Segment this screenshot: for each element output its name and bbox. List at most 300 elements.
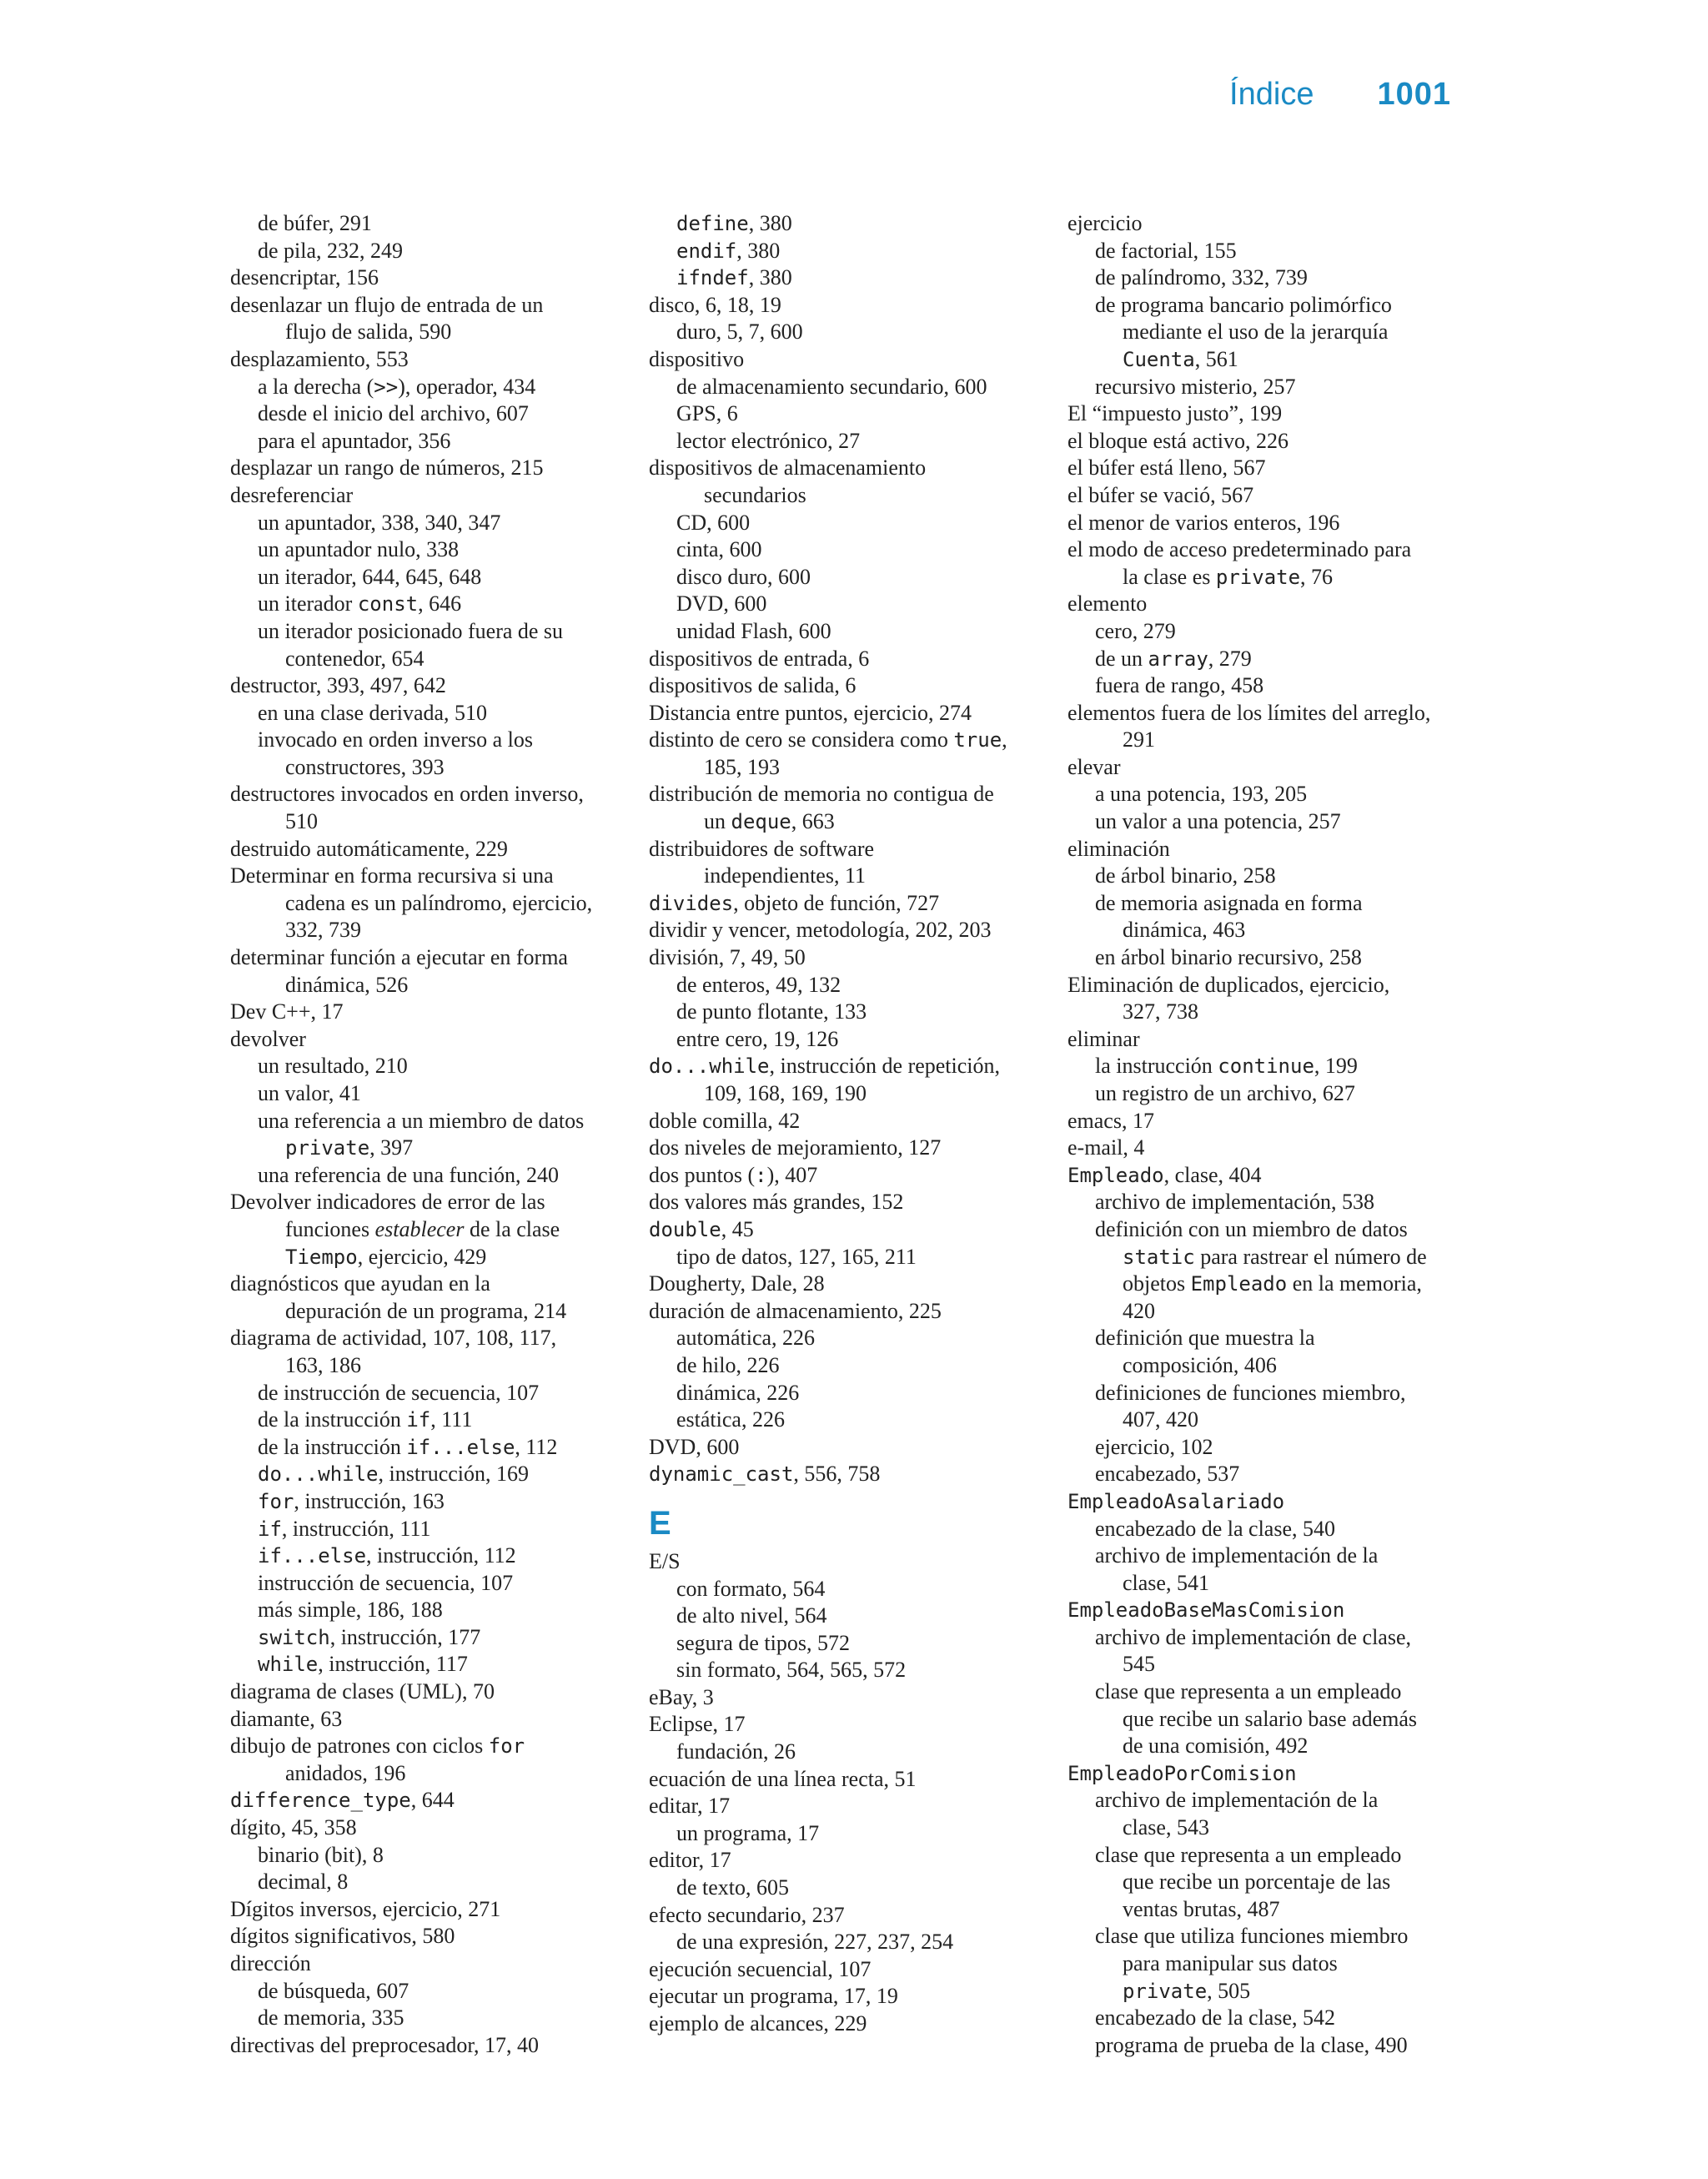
index-entry: [649, 781, 1057, 808]
entry-text: ejecución secuencial, 107: [649, 1956, 872, 1981]
index-entry: [1068, 1733, 1476, 1760]
index-entry: [1068, 1434, 1476, 1462]
code-term: Tiempo: [285, 1245, 358, 1269]
entry-text: Eliminación de duplicados, ejercicio,: [1068, 972, 1390, 997]
index-entry: [230, 1814, 639, 1842]
index-entry: [1068, 727, 1476, 754]
index-entry: [1068, 1842, 1476, 1870]
index-entry: [230, 1896, 639, 1924]
entry-text: cadena es un palíndromo, ejercicio,: [285, 890, 593, 915]
entry-text: el búfer se vació, 567: [1068, 482, 1254, 507]
entry-text: de factorial, 155: [1095, 238, 1237, 263]
entry-text: de texto, 605: [676, 1875, 790, 1900]
entry-text: desenlazar un flujo de entrada de un: [230, 292, 544, 317]
index-entry: [1068, 1950, 1476, 1978]
entry-text: , 111: [430, 1407, 473, 1432]
entry-text: eliminación: [1068, 836, 1170, 861]
entry-text: para el apuntador, 356: [258, 428, 451, 453]
index-entry: [1068, 672, 1476, 700]
entry-text: , 505: [1207, 1978, 1251, 2003]
entry-text: , 380: [748, 211, 792, 235]
index-entry: [230, 455, 639, 482]
index-entry: [649, 1434, 1057, 1462]
code-term: do...while: [649, 1054, 770, 1079]
entry-text: de pila, 232, 249: [258, 238, 404, 263]
entry-text: un valor a una potencia, 257: [1095, 809, 1341, 834]
entry-text: dibujo de patrones con ciclos: [230, 1734, 489, 1759]
index-entry: [649, 1983, 1057, 2010]
entry-text: de alto nivel, 564: [676, 1603, 827, 1628]
entry-text: un iterador, 644, 645, 648: [258, 564, 482, 589]
entry-text: un programa, 17: [676, 1820, 820, 1845]
entry-text: Eclipse, 17: [649, 1712, 746, 1737]
index-entry: [230, 2005, 639, 2032]
entry-text: dispositivos de entrada, 6: [649, 646, 870, 671]
index-entry: [1068, 1244, 1476, 1271]
index-entry: [649, 238, 1057, 265]
index-entry: [649, 1929, 1057, 1956]
code-term: while: [258, 1653, 319, 1677]
index-entry: [1068, 1597, 1476, 1624]
index-entry: [649, 264, 1057, 292]
code-term: continue: [1218, 1054, 1314, 1079]
entry-text: , 199: [1314, 1054, 1358, 1079]
code-term: switch: [258, 1625, 330, 1649]
entry-text: ejemplo de alcances, 229: [649, 2011, 867, 2036]
entry-text: segura de tipos, 572: [676, 1630, 850, 1655]
index-entry: [649, 292, 1057, 320]
code-term: define: [676, 212, 749, 235]
entry-text: determinar función a ejecutar en forma: [230, 945, 568, 970]
index-entry: [649, 646, 1057, 673]
index-entry: [230, 1352, 639, 1380]
code-term: difference_type: [230, 1789, 411, 1813]
entry-text: Distancia entre puntos, ejercicio, 274: [649, 700, 972, 725]
index-entry: [230, 1461, 639, 1488]
entry-text: , instrucción, 177: [329, 1624, 481, 1649]
index-entry: [1068, 591, 1476, 618]
entry-text: decimal, 8: [258, 1870, 349, 1895]
entry-text: dígito, 45, 358: [230, 1815, 357, 1840]
index-entry: [1068, 700, 1476, 727]
entry-text: un: [704, 809, 731, 834]
index-entry: [230, 1298, 639, 1326]
entry-text: de almacenamiento secundario, 600: [676, 374, 987, 399]
index-entry: [649, 536, 1057, 564]
index-entry: [649, 1657, 1057, 1684]
code-term: EmpleadoBaseMasComision: [1068, 1598, 1345, 1623]
index-entry: [1068, 917, 1476, 944]
index-entry: [649, 917, 1057, 944]
entry-text: un registro de un archivo, 627: [1095, 1081, 1355, 1105]
entry-text: de memoria, 335: [258, 2005, 404, 2031]
code-term: if: [258, 1517, 282, 1541]
index-entry: [649, 1902, 1057, 1930]
entry-text: distribución de memoria no contigua de: [649, 782, 994, 807]
index-entry: [230, 972, 639, 999]
code-term: array: [1148, 647, 1208, 671]
index-entry: [230, 1597, 639, 1624]
index-entry: [649, 1603, 1057, 1630]
entry-text: elemento: [1068, 591, 1148, 616]
entry-text: dispositivos de almacenamiento: [649, 455, 927, 481]
entry-text: disco duro, 600: [676, 564, 811, 589]
index-entry: [230, 1434, 639, 1462]
entry-text: , 646: [418, 591, 462, 616]
entry-text: cero, 279: [1095, 618, 1176, 643]
entry-text: ), operador, 434: [398, 374, 536, 399]
entry-text: de búfer, 291: [258, 211, 372, 235]
index-entry: [649, 1352, 1057, 1380]
index-entry: [230, 210, 639, 238]
index-entry: [649, 1244, 1057, 1271]
entry-text: , 561: [1194, 346, 1238, 371]
index-entry: [649, 1684, 1057, 1712]
index-entry: [230, 292, 639, 320]
entry-text: fundación, 26: [676, 1739, 796, 1764]
entry-text: de instrucción de secuencia, 107: [258, 1380, 540, 1405]
entry-text: efecto secundario, 237: [649, 1902, 845, 1927]
index-entry: [230, 428, 639, 455]
entry-text: doble comilla, 42: [649, 1108, 801, 1133]
entry-text: clase, 541: [1123, 1570, 1209, 1595]
entry-text: para manipular sus datos: [1123, 1951, 1338, 1975]
index-entry: [1068, 808, 1476, 836]
index-entry: [649, 672, 1057, 700]
code-term: :: [755, 1163, 767, 1187]
entry-text: GPS, 6: [676, 401, 738, 426]
entry-text: devolver: [230, 1026, 306, 1051]
entry-text: más simple, 186, 188: [258, 1598, 443, 1623]
code-term: private: [285, 1136, 370, 1160]
entry-text: , 380: [748, 265, 792, 290]
index-entry: [1068, 1651, 1476, 1678]
entry-text: con formato, 564: [676, 1576, 826, 1601]
index-entry: [1068, 455, 1476, 482]
index-entry: [230, 727, 639, 754]
index-entry: [649, 1298, 1057, 1326]
index-entry: [649, 1380, 1057, 1407]
index-entry: [649, 346, 1057, 374]
index-entry: [1068, 1624, 1476, 1652]
index-entry: [1068, 972, 1476, 999]
entry-text: E/S: [649, 1548, 681, 1573]
entry-text: , 45: [721, 1216, 754, 1241]
entry-text: destructor, 393, 497, 642: [230, 673, 446, 698]
entry-text: tipo de datos, 127, 165, 211: [676, 1244, 917, 1269]
entry-text: diagrama de clases (UML), 70: [230, 1679, 495, 1704]
entry-text: , 76: [1300, 564, 1334, 589]
index-entry: [1068, 754, 1476, 782]
code-term: for: [258, 1489, 294, 1513]
index-entry: [1068, 1461, 1476, 1488]
index-entry: [649, 972, 1057, 999]
entry-text: , 556, 758: [793, 1462, 881, 1487]
index-entry: [649, 1325, 1057, 1352]
entry-text: de memoria asignada en forma: [1095, 890, 1363, 915]
code-term: dynamic_cast: [649, 1462, 794, 1487]
index-entry: [649, 510, 1057, 537]
entry-text: un apuntador nulo, 338: [258, 537, 460, 562]
index-entry: [1068, 1325, 1476, 1352]
index-entry: [230, 564, 639, 591]
index-entry: [230, 1950, 639, 1978]
entry-text: 510: [285, 809, 318, 834]
entry-text: una referencia a un miembro de datos: [258, 1108, 585, 1133]
code-term: true: [953, 728, 1002, 752]
entry-text: instrucción de secuencia, 107: [258, 1570, 514, 1595]
entry-text: , 380: [736, 238, 781, 263]
code-term: private: [1123, 1979, 1208, 2003]
entry-text: división, 7, 49, 50: [649, 945, 806, 970]
index-entry: [230, 1516, 639, 1543]
entry-text: invocado en orden inverso a los: [258, 727, 533, 752]
entry-text: eBay, 3: [649, 1684, 714, 1709]
index-entry: [649, 890, 1057, 918]
index-entry: [230, 510, 639, 537]
entry-text: desplazamiento, 553: [230, 346, 409, 371]
entry-text: de la instrucción: [258, 1434, 407, 1459]
entry-text: Devolver indicadores de error de las: [230, 1190, 545, 1215]
index-column-2: [649, 210, 1057, 2038]
entry-text: de palíndromo, 332, 739: [1095, 265, 1308, 290]
index-entry: [649, 1576, 1057, 1603]
entry-text: dos puntos (: [649, 1162, 756, 1187]
index-entry: [230, 1542, 639, 1570]
index-entry: [649, 1026, 1057, 1054]
entry-text: , 397: [369, 1135, 414, 1160]
entry-text: definición con un miembro de datos: [1095, 1216, 1408, 1241]
entry-text: Dev C++, 17: [230, 999, 344, 1024]
code-term: do...while: [258, 1462, 379, 1487]
entry-text: DVD, 600: [676, 591, 767, 616]
entry-text: desencriptar, 156: [230, 265, 379, 290]
entry-text: constructores, 393: [285, 754, 445, 779]
entry-text: archivo de implementación de la: [1095, 1543, 1379, 1568]
index-entry: [649, 400, 1057, 428]
entry-text: desplazar un rango de números, 215: [230, 455, 544, 481]
running-header: [1229, 77, 1451, 113]
index-entry: [1068, 944, 1476, 972]
index-entry: [230, 1651, 639, 1678]
code-term: Cuenta: [1123, 347, 1195, 371]
index-entry: [649, 1548, 1057, 1576]
index-entry: [649, 564, 1057, 591]
header-title: Índice: [1229, 77, 1314, 112]
index-entry: [230, 672, 639, 700]
index-entry: [1068, 428, 1476, 455]
index-entry: [230, 890, 639, 918]
entry-text: 407, 420: [1123, 1407, 1198, 1432]
index-entry: [230, 1108, 639, 1135]
index-entry: [649, 319, 1057, 346]
index-entry: [230, 400, 639, 428]
entry-text: dos valores más grandes, 152: [649, 1190, 904, 1215]
index-entry: [649, 1407, 1057, 1434]
index-entry: [1068, 292, 1476, 320]
italic-term: establecer: [374, 1216, 465, 1241]
entry-text: , instrucción, 112: [366, 1543, 516, 1568]
entry-text: en una clase derivada, 510: [258, 700, 488, 725]
index-entry: [649, 1739, 1057, 1766]
index-entry: [649, 2010, 1057, 2038]
entry-text: El “impuesto justo”, 199: [1068, 401, 1283, 426]
index-entry: [649, 1108, 1057, 1135]
entry-text: editor, 17: [649, 1848, 731, 1873]
entry-text: composición, 406: [1123, 1352, 1277, 1377]
entry-text: ejercicio: [1068, 211, 1143, 235]
index-entry: [649, 754, 1057, 782]
code-term: Empleado: [1190, 1272, 1288, 1296]
entry-text: destructores invocados en orden inverso,: [230, 782, 584, 807]
entry-text: un valor, 41: [258, 1081, 361, 1105]
index-entry: [230, 1380, 639, 1407]
entry-text: definiciones de funciones miembro,: [1095, 1380, 1406, 1405]
entry-text: de una expresión, 227, 237, 254: [676, 1930, 954, 1955]
index-entry: [1068, 863, 1476, 890]
entry-text: definición que muestra la: [1095, 1326, 1315, 1351]
index-entry: [1068, 374, 1476, 401]
entry-text: dos niveles de mejoramiento, 127: [649, 1135, 942, 1160]
index-entry: [230, 863, 639, 890]
index-entry: [1068, 1298, 1476, 1326]
index-entry: [1068, 1787, 1476, 1814]
index-entry: [649, 1162, 1057, 1190]
entry-text: clase que utiliza funciones miembro: [1095, 1924, 1409, 1949]
index-entry: [649, 863, 1057, 890]
index-entry: [1068, 781, 1476, 808]
index-entry: [230, 646, 639, 673]
entry-text: 185, 193: [704, 754, 780, 779]
index-entry: [649, 1820, 1057, 1848]
index-entry: [230, 1706, 639, 1734]
entry-text: que recibe un salario base además: [1123, 1706, 1418, 1731]
code-term: if: [406, 1408, 431, 1432]
index-entry: [230, 2032, 639, 2060]
index-entry: [1068, 1162, 1476, 1190]
index-entry: [649, 591, 1057, 618]
entry-text: dirección: [230, 1951, 311, 1975]
index-entry: [649, 999, 1057, 1026]
entry-text: funciones: [285, 1216, 375, 1241]
entry-text: encabezado, 537: [1095, 1462, 1240, 1487]
index-entry: [230, 1080, 639, 1108]
entry-text: , clase, 404: [1163, 1162, 1262, 1187]
entry-text: , instrucción, 111: [281, 1516, 431, 1541]
entry-text: distinto de cero se considera como: [649, 727, 954, 752]
index-entry: [1068, 618, 1476, 646]
entry-text: dígitos significativos, 580: [230, 1924, 455, 1949]
entry-text: , instrucción, 163: [294, 1488, 445, 1513]
entry-text: sin formato, 564, 565, 572: [676, 1658, 907, 1683]
code-term: Empleado: [1068, 1163, 1164, 1187]
entry-text: anidados, 196: [285, 1760, 406, 1785]
entry-text: destruido automáticamente, 229: [230, 836, 508, 861]
section-letter: E: [649, 1504, 671, 1542]
entry-text: a la derecha (: [258, 374, 374, 399]
code-term: for: [488, 1734, 525, 1759]
entry-text: , instrucción, 117: [318, 1652, 468, 1677]
index-entry: [1068, 1516, 1476, 1543]
entry-text: el menor de varios enteros, 196: [1068, 510, 1340, 535]
index-entry: [230, 1923, 639, 1950]
entry-text: independientes, 11: [704, 863, 866, 888]
code-term: divides: [649, 891, 734, 915]
index-entry: [1068, 1026, 1476, 1054]
entry-text: lector electrónico, 27: [676, 428, 861, 453]
index-entry: [1068, 1706, 1476, 1734]
index-entry: [230, 482, 639, 510]
entry-text: , 644: [410, 1788, 455, 1813]
entry-text: de búsqueda, 607: [258, 1978, 409, 2003]
code-term: ifndef: [676, 266, 749, 290]
entry-text: binario (bit), 8: [258, 1842, 384, 1867]
entry-text: ejecutar un programa, 17, 19: [649, 1984, 898, 2009]
index-entry: [649, 836, 1057, 863]
entry-text: clase que representa a un empleado: [1095, 1842, 1402, 1867]
index-entry: [1068, 1978, 1476, 2005]
index-entry: [649, 210, 1057, 238]
index-entry: [1068, 2032, 1476, 2060]
entry-text: la instrucción: [1095, 1054, 1218, 1079]
entry-text: dinámica, 226: [676, 1380, 800, 1405]
entry-text: archivo de implementación de clase,: [1095, 1624, 1412, 1649]
index-entry: [649, 1711, 1057, 1739]
index-entry: [1068, 1053, 1476, 1080]
index-entry: [649, 1766, 1057, 1794]
index-entry: [1068, 1271, 1476, 1298]
index-column-1: [230, 210, 639, 2059]
index-entry: [230, 346, 639, 374]
entry-text: secundarios: [704, 482, 806, 507]
index-entry: [1068, 319, 1476, 346]
entry-text: programa de prueba de la clase, 490: [1095, 2032, 1408, 2057]
entry-text: ecuación de una línea recta, 51: [649, 1766, 917, 1791]
entry-text: mediante el uso de la jerarquía: [1123, 320, 1389, 345]
entry-text: 291: [1123, 727, 1155, 752]
code-term: deque: [731, 810, 791, 834]
index-entry: [1068, 1216, 1476, 1244]
index-entry: [230, 1244, 639, 1271]
entry-text: directivas del preprocesador, 17, 40: [230, 2032, 540, 2057]
index-entry: [230, 808, 639, 836]
entry-text: un iterador posicionado fuera de su: [258, 618, 564, 643]
index-entry: [1068, 264, 1476, 292]
index-entry: [230, 1760, 639, 1788]
index-entry: [230, 1787, 639, 1814]
code-term: >>: [374, 375, 399, 399]
entry-text: de la clase: [464, 1216, 560, 1241]
index-entry: [649, 374, 1057, 401]
index-entry: [649, 455, 1057, 482]
code-term: private: [1215, 565, 1301, 589]
entry-text: ,: [1002, 727, 1007, 752]
index-entry: [649, 1189, 1057, 1216]
entry-text: de una comisión, 492: [1123, 1734, 1309, 1759]
entry-text: clase que representa a un empleado: [1095, 1679, 1402, 1704]
index-entry: [230, 264, 639, 292]
entry-text: encabezado de la clase, 540: [1095, 1516, 1336, 1541]
entry-text: 327, 738: [1123, 999, 1198, 1024]
entry-text: diagrama de actividad, 107, 108, 117,: [230, 1326, 557, 1351]
index-entry: [1068, 836, 1476, 863]
entry-text: 109, 168, 169, 190: [704, 1081, 867, 1105]
entry-text: dispositivo: [649, 346, 745, 371]
entry-text: de un: [1095, 646, 1148, 671]
index-entry: [649, 618, 1057, 646]
index-entry: [230, 1733, 639, 1760]
index-entry: [230, 1162, 639, 1190]
